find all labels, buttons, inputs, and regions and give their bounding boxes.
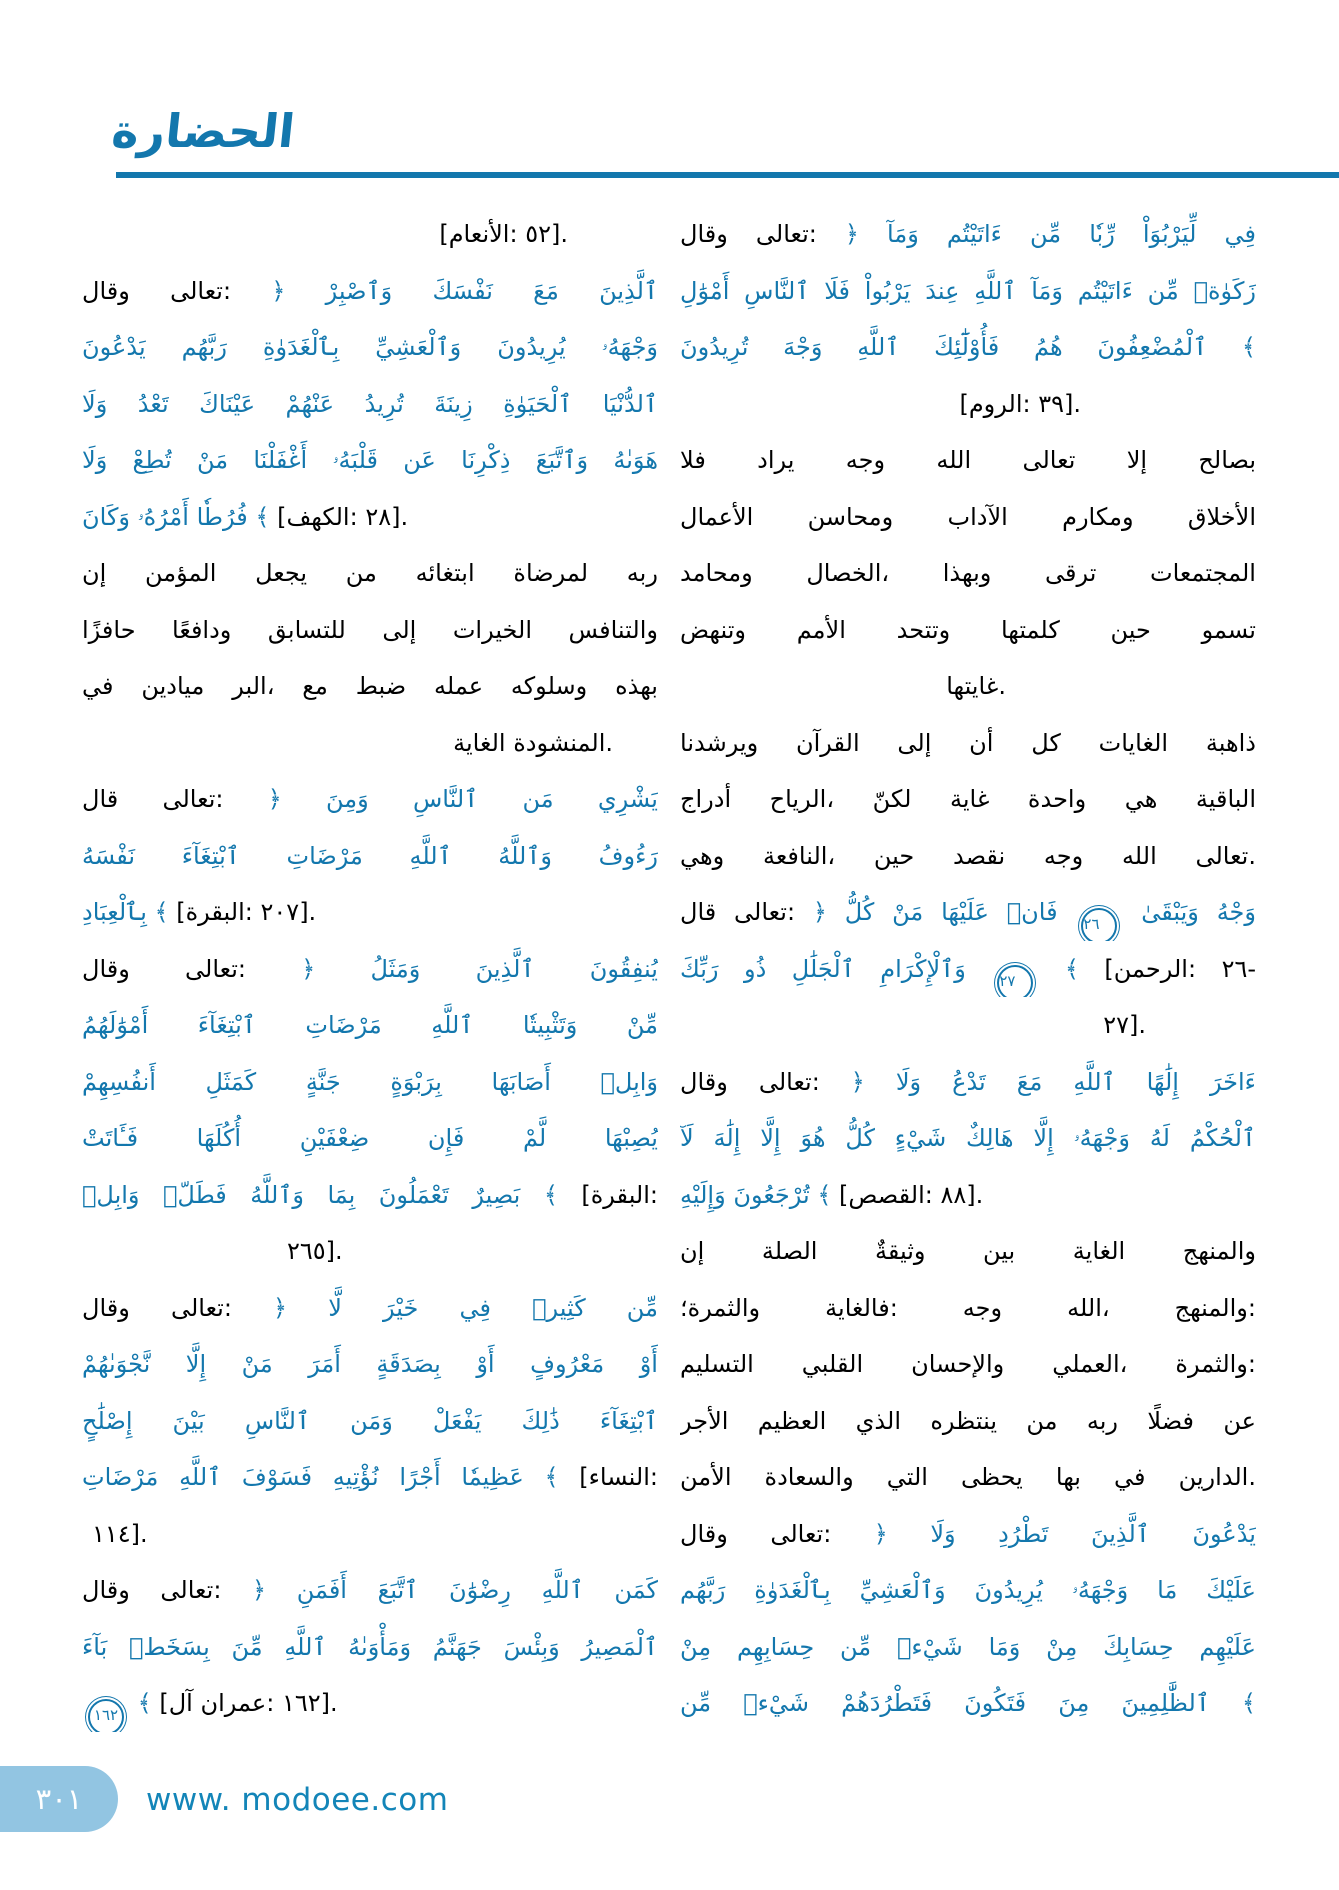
body-text: وقال تعالى:: [680, 1519, 832, 1548]
text-line: [680, 1336, 1256, 1393]
body-text: وقال تعالى:: [680, 1067, 820, 1096]
text-column-left: [82, 206, 658, 1732]
text-line: [680, 828, 1256, 885]
quran-verse-text: وَلَا تُطِعْ مَنْ أَغْفَلْنَا قَلْبَهُۥ عَن ذِكْرِنَا وَٱتَّبَعَ هَوَىٰهُ: [82, 446, 658, 474]
text-line: [680, 771, 1256, 828]
text-line: [680, 1167, 1256, 1224]
quran-verse-text: وَيَبْقَىٰ وَجْهُ: [1141, 898, 1256, 926]
body-text: [البقرة:: [581, 1180, 658, 1209]
text-line: [680, 658, 1256, 715]
text-line: [680, 489, 1256, 546]
body-text: ومحامد الخصال، وبهذا ترقى المجتمعات: [680, 559, 1256, 587]
quran-verse-text: مِنْ حِسَابِهِم مِّن شَيْءٖ وَمَا مِنْ حِسَابِكَ عَلَيْهِم: [680, 1632, 1256, 1661]
body-text: والثمرة؛ فالغاية: وجه الله، والمنهج:: [680, 1293, 1256, 1322]
text-line: [82, 658, 658, 715]
text-line: [82, 1336, 658, 1393]
text-line: [82, 1167, 658, 1224]
text-line: [82, 1393, 658, 1450]
body-text: [الرحمن: ٢٦-: [1104, 954, 1256, 983]
body-text: حافزًا ودافعًا للتسابق إلى الخيرات والتنافس: [82, 615, 658, 644]
text-line: [82, 376, 658, 433]
ayah-number-medallion: ١٦٢: [88, 1699, 124, 1732]
quran-verse-text: إِصْلَٰحٍ بَيْنَ ٱلنَّاسِ وَمَن يَفْعَلْ ذَٰلِكَ ٱبْتِغَآءَ: [82, 1406, 658, 1435]
quran-verse-text: أَنفُسِهِمْ كَمَثَلِ جَنَّةٍ بِرَبْوَةٍ أَصَابَهَا وَابِلٞ: [82, 1067, 658, 1096]
quran-verse-text: ﴿ وَٱصْبِرْ نَفْسَكَ مَعَ ٱلَّذِينَ: [271, 276, 658, 305]
text-line: [680, 1280, 1256, 1337]
site-url: www. modoee.com: [146, 1782, 449, 1818]
text-line: [680, 715, 1256, 772]
text-line: [680, 432, 1256, 489]
quran-verse-text: تُرِيدُونَ وَجْهَ ٱللَّهِ فَأُوْلَٰٓئِكَ هُمُ ٱلْمُضْعِفُونَ ﴾: [680, 333, 1256, 361]
body-text: الأعمال ومحاسن الآداب ومكارم الأخلاق: [680, 502, 1256, 531]
quran-verse-text: وَكَانَ أَمْرُهُۥ فُرُطٗا ﴾: [82, 502, 270, 531]
section-title-logo: الحضارة: [109, 104, 298, 158]
text-line: [82, 319, 658, 376]
quran-verse-text: وَلَا تَعْدُ عَيْنَاكَ عَنْهُمْ تُرِيدُ زِينَةَ ٱلْحَيَوٰةِ ٱلدُّنْيَا: [82, 389, 658, 418]
body-text: وقال تعالى:: [82, 1293, 232, 1322]
quran-verse-text: ﴿ وَمَآ ءَاتَيْتُم مِّن رِّبٗا لِّيَرْبُوَاْ فِي: [844, 220, 1256, 248]
text-line: [82, 206, 658, 263]
quran-verse-text: ﴿ لَّا خَيْرَ فِي كَثِيرٖ مِّن: [273, 1293, 658, 1322]
body-text: [البقرة: ٢٠٧].: [176, 898, 317, 926]
text-line: [82, 941, 658, 998]
body-text: قال تعالى:: [82, 785, 224, 813]
text-line: [680, 206, 1256, 263]
text-line: [82, 715, 658, 772]
quran-verse-text: ﴿ كُلُّ مَنْ عَلَيْهَا فَانٖ: [812, 898, 1058, 926]
body-text: [الروم: ٣٩].: [959, 389, 1081, 418]
body-text: ١١٤].: [92, 1519, 148, 1548]
quran-verse-text: ﴿ أَفَمَنِ ٱتَّبَعَ رِضْوَٰنَ ٱللَّهِ كَمَن: [252, 1576, 658, 1604]
page-number-tab: [0, 1766, 118, 1832]
text-line: [82, 545, 658, 602]
body-text: وقال تعالى:: [82, 954, 247, 983]
text-line: [82, 1054, 658, 1111]
text-line: [680, 1506, 1256, 1563]
quran-verse-text: لَآ إِلَٰهَ إِلَّا هُوَ كُلُّ شَيْءٍ هَالِكٌ إِلَّا وَجْهَهُۥ لَهُ ٱلْحُكْمُ: [680, 1124, 1256, 1152]
quran-verse-text: يَدْعُونَ رَبَّهُم بِٱلْغَدَوٰةِ وَٱلْعَشِيِّ يُرِيدُونَ وَجْهَهُۥ: [82, 333, 658, 361]
ayah-number-medallion: ٢٧: [997, 965, 1033, 998]
text-line: [680, 263, 1256, 320]
text-line: [82, 997, 658, 1054]
text-line: [680, 1449, 1256, 1506]
text-line: [82, 1223, 658, 1280]
text-line: [82, 1110, 658, 1167]
text-line: [680, 1675, 1256, 1732]
quran-verse-text: ﴾: [137, 1689, 152, 1717]
text-line: [82, 1449, 658, 1506]
text-line: [680, 941, 1256, 998]
text-line: [680, 319, 1256, 376]
text-line: [82, 432, 658, 489]
quran-verse-text: ﴿ وَلَا تَدْعُ مَعَ ٱللَّهِ إِلَٰهًا ءَاخَرَ: [850, 1067, 1256, 1096]
body-text: ويرشدنا القرآن إلى أن كل الغايات ذاهبة: [680, 728, 1256, 757]
text-line: [82, 828, 658, 885]
text-line: [680, 1619, 1256, 1676]
body-text: قال تعالى:: [680, 898, 796, 926]
quran-verse-text: بَآءَ بِسَخَطٖ مِّنَ ٱللَّهِ وَمَأْوَىٰهُ جَهَنَّمُ وَبِئْسَ ٱلْمَصِيرُ: [82, 1632, 658, 1661]
quran-verse-text: فَـَٔاتَتْ أُكُلَهَا ضِعْفَيْنِ فَإِن لَّمْ يُصِبْهَا: [82, 1124, 658, 1152]
text-line: [82, 263, 658, 320]
text-line: [680, 1562, 1256, 1619]
text-line: [680, 1223, 1256, 1280]
body-text: [آل عمران: ١٦٢].: [159, 1689, 338, 1717]
page-number: ٣٠١: [35, 1782, 83, 1816]
ayah-number-medallion: ٢٦: [1081, 908, 1117, 941]
quran-verse-text: ﴿ وَمَثَلُ ٱلَّذِينَ يُنفِقُونَ: [301, 954, 658, 983]
body-text: التسليم القلبي والإحسان العملي، والثمرة:: [680, 1350, 1256, 1378]
text-line: [82, 884, 658, 941]
quran-verse-text: نَّجْوَىٰهُمْ إِلَّا مَنْ أَمَرَ بِصَدَقَةٍ أَوْ مَعْرُوفٍ أَوْ: [82, 1350, 658, 1378]
text-line: [82, 1619, 658, 1676]
quran-verse-text: مِّن شَيْءٖ فَتَطْرُدَهُمْ فَتَكُونَ مِنَ ٱلظَّٰلِمِينَ ﴾: [680, 1689, 1256, 1717]
body-text: ٢٧].: [1103, 1011, 1146, 1039]
text-line: [680, 545, 1256, 602]
quran-verse-text: أَمْوَٰلِ ٱلنَّاسِ فَلَا يَرْبُواْ عِندَ ٱللَّهِ وَمَآ ءَاتَيْتُم مِّن زَكَوٰةٖ: [680, 276, 1256, 305]
text-columns: [82, 206, 1257, 1732]
body-text: [الكهف: ٢٨].: [277, 502, 409, 531]
text-line: [680, 1054, 1256, 1111]
quran-verse-text: نَفْسَهُ ٱبْتِغَآءَ مَرْضَاتِ ٱللَّهِ وَٱللَّهُ رَءُوفُ: [82, 841, 658, 870]
text-line: [82, 1675, 658, 1732]
quran-verse-text: رَبِّكَ ذُو ٱلْجَلَٰلِ وَٱلْإِكْرَامِ: [680, 954, 966, 983]
body-text: فلا يراد وجه الله تعالى إلا بصالح: [680, 446, 1256, 474]
quran-verse-text: وَإِلَيْهِ تُرْجَعُونَ ﴾: [680, 1180, 832, 1209]
text-line: [82, 1280, 658, 1337]
body-text: إن المؤمن يجعل من ابتغائه لمرضاة ربه: [82, 559, 658, 587]
text-line: [82, 602, 658, 659]
text-line: [82, 489, 658, 546]
text-line: [680, 602, 1256, 659]
text-line: [680, 376, 1256, 433]
quran-verse-text: ﴿ وَلَا تَطْرُدِ ٱلَّذِينَ يَدْعُونَ: [873, 1519, 1256, 1548]
body-text: في ميادين البر، مع ضبط عمله وسلوكه بهذه: [82, 672, 658, 700]
body-text: الأمن والسعادة التي يحظى بها في الدارين.: [680, 1463, 1256, 1491]
body-text: إن الصلة وثيقةٌ بين الغاية والمنهج: [680, 1237, 1256, 1265]
body-text: ٢٦٥].: [287, 1237, 343, 1265]
body-text: وتنهض الأمم وتتحد كلمتها حين تسمو: [680, 615, 1256, 644]
body-text: وهي النافعة، حين نقصد وجه الله تعالى.: [680, 841, 1256, 870]
text-line: [82, 1506, 658, 1563]
quran-verse-text: وَابِلٞ فَطَلّٞ وَٱللَّهُ بِمَا تَعْمَلُونَ بَصِيرٌ ﴾: [82, 1180, 558, 1209]
text-line: [82, 771, 658, 828]
text-line: [680, 884, 1256, 941]
text-line: [680, 1393, 1256, 1450]
text-line: [680, 997, 1256, 1054]
body-text: [الأنعام: ٥٢].: [439, 220, 568, 248]
quran-verse-text: ﴿ وَمِنَ ٱلنَّاسِ مَن يَشْرِي: [267, 785, 658, 813]
body-text: الأجر العظيم الذي ينتظره من ربه فضلًا عن: [680, 1406, 1256, 1435]
body-text: أدراج الرياح، لكنّ غاية واحدة هي الباقية: [680, 785, 1256, 813]
text-column-right: [680, 206, 1256, 1732]
body-text: [النساء:: [579, 1463, 658, 1491]
quran-verse-text: أَمْوَٰلَهُمُ ٱبْتِغَآءَ مَرْضَاتِ ٱللَّهِ وَتَثْبِيتٗا مِّنْ: [82, 1011, 658, 1039]
body-text: وقال تعالى:: [680, 220, 817, 248]
body-text: وقال تعالى:: [82, 1576, 222, 1604]
body-text: غايتها.: [946, 672, 1006, 700]
text-line: [82, 1562, 658, 1619]
quran-verse-text: ﴾: [1064, 954, 1079, 983]
body-text: الغاية المنشودة.: [453, 728, 613, 757]
text-line: [680, 1110, 1256, 1167]
body-text: [القصص: ٨٨].: [839, 1180, 984, 1209]
body-text: وقال تعالى:: [82, 276, 232, 305]
quran-verse-text: بِٱلْعِبَادِ ﴾: [82, 898, 169, 926]
quran-verse-text: مَرْضَاتِ ٱللَّهِ فَسَوْفَ نُؤْتِيهِ أَجْرًا عَظِيمٗا ﴾: [82, 1463, 559, 1491]
quran-verse-text: رَبَّهُم بِٱلْغَدَوٰةِ وَٱلْعَشِيِّ يُرِيدُونَ وَجْهَهُۥ مَا عَلَيْكَ: [680, 1576, 1256, 1604]
header-rule: [116, 172, 1339, 178]
